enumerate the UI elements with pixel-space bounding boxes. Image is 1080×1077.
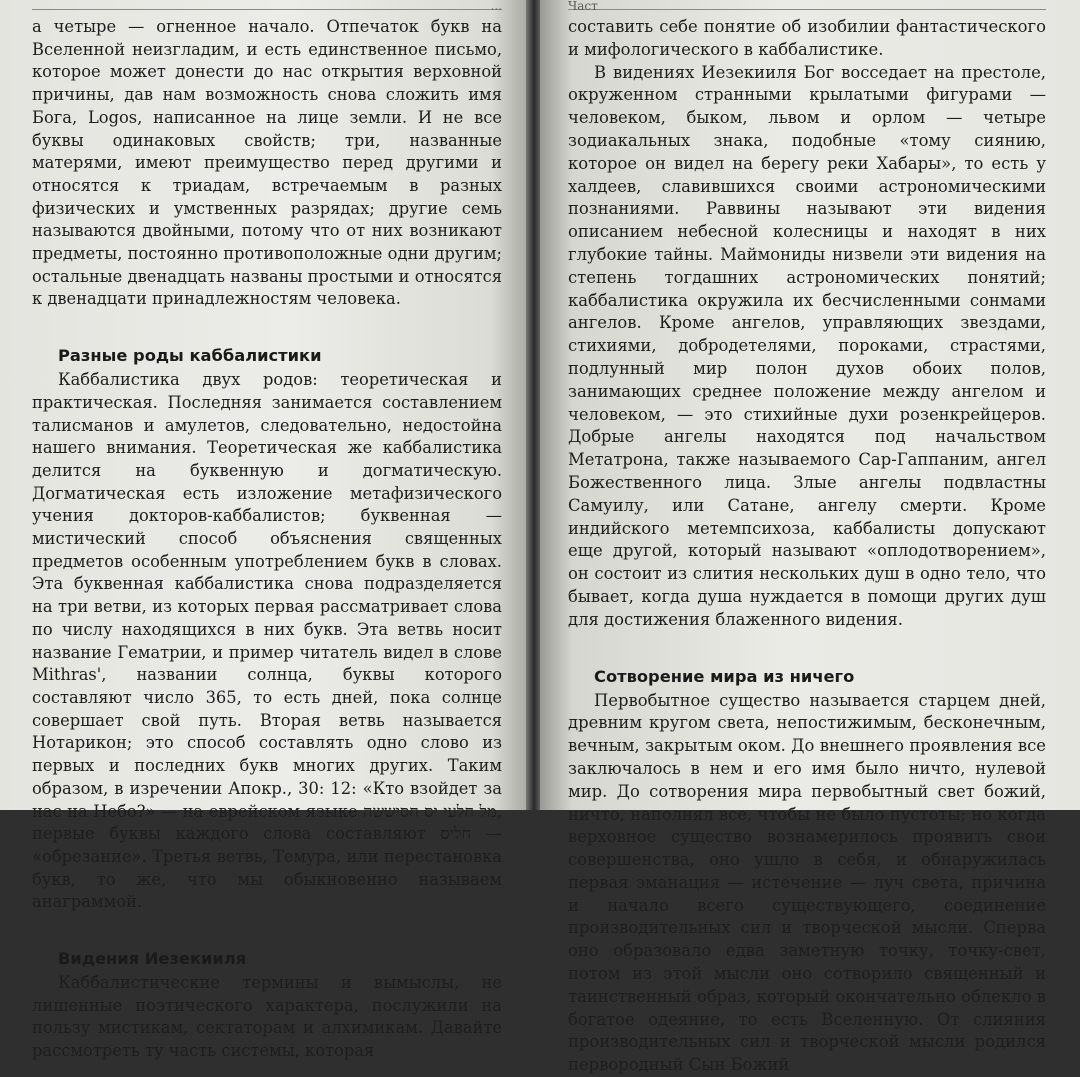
running-head-left: ... [32,0,502,10]
left-page [0,0,528,1061]
section-heading-ezekiel-visions: Видения Иезекииля [58,949,247,969]
section-heading-creation-from-nothing: Сотворение мира из ничего [594,666,855,686]
right-page [540,0,1080,1075]
running-head-right: Част [568,0,1046,10]
right-paragraph-creation: Первобытное существо называется старцем дней, древним кругом света, непостижимым, бесконечным, вечным, закрытым оком. До внешнего проявления все заключалось в нем и его имя было ничто, нулевой мир. До сотворения мира первобытный свет божий, ничто, наполнял все, чтобы не было пустоты; но когда верховное существо вознамерилось проявить свои совершенства, оно ушло в себя, и обнаружилась первая эманация — истечение — луч света, причина и начало всего существующего, соединение производительных сил и творческой мысли. Сперва оно образовало едва заметную точку, точку-свет, потом из этой мысли оно сотворило священный и таинственный образ, который окончательно облекло в богатое одеяние, то есть Вселенную. От слияния производительных сил и творческой мысли родился первородный Сын Божий [568,690,1046,1075]
left-intro-paragraph: а четыре — огненное начало. Отпечаток букв на Вселенной неизгладим, и есть единственное письмо, которое может донести до нас открытия верховной причины, дав нам возможность снова сложить имя Бога, Logos, написанное на лице земли. И не все буквы одинаковых свойств; три, названные матерями, имеют преимущество перед другими и относятся к триадам, встречаемым в разных физических и умственных разрядах; другие семь называются двойными, потому что от них возникают предметы, постоянно противоположные одни другим; остальные двенадцать названы простыми и относятся к двенадцати принадлежностям человека. [32,17,502,309]
right-paragraph-visions: В видениях Иезекииля Бог восседает на престоле, окруженном странными крылатыми фигурами — человеком, быком, львом и орлом — четыре зодиакальных знака, подобные «тому сиянию, которое он видел на берегу реки Хабары», то есть у халдеев, славившихся своими астрономическими познаниями. Раввины называют эти видения описанием небесной колесницы и находят в них глубокие тайны. Маймониды низвели эти видения на степень тогдашних астрономических понятий; каббалистика окружила их бесчисленными сонмами ангелов. Кроме ангелов, управляющих звездами, стихиями, добродетелями, пороками, страстями, подлунный мир полон духов обоих полов, занимающих среднее положение между ангелом и человеком, — это стихийные духи розенкрейцеров. Добрые ангелы находятся под начальством Метатрона, также называемого Сар-Гаппаним, ангел Божественного лица. Злые ангелы подвластны Самуилу, или Сатане, ангелу смерти. Кроме индийского метемпсихоза, каббалисты допускают еще другой, который называют «оплодотворением», он состоит из слития нескольких душ в одно тело, что бывает, когда душа нуждается в помощи других душ для достижения блаженного видения. [568,62,1046,629]
left-paragraph-kinds: Каббалистика двух родов: теоретическая и практическая. Последняя занимается составлением талисманов и амулетов, следовательно, недостойна нашего внимания. Теоретическая же каббалистика делится на буквенную и догматическую. Догматическая есть изложение метафизического учения докторов-каббалистов; буквенная — мистический способ объяснения священных предметов особенным употреблением букв в словах. Эта буквенная каббалистика снова подразделяется на три ветви, из которых первая рассматривает слова по числу находящихся в них букв. Эта ветвь носит название Гематрии, и пример читатель видел в слове Mithras', названии солнца, буквы которого составляют число 365, то есть дней, пока солнце совершает свой путь. Вторая ветвь называется Нотарикон; это способ составлять одно слово из первых и последних букв многих других. Таким образом, в изречении Апокр., 30: 12: «Кто взойдет за нас на Небо?» — на еврейском языке מל חלעי יס חסיששה, первые буквы каждого слова составляют חליס — «обрезание». Третья ветвь, Темура, или перестановка букв, то же, что мы обыкновенно называем анаграммой. [32,370,502,912]
left-paragraph-ezekiel: Каббалистические термины и вымыслы, не лишенные поэтического характера, послужили на пользу мистикам, сектаторам и алхимикам. Давайте рассмотреть ту часть системы, которая [32,973,502,1061]
section-heading-kinds-of-kabbalah: Разные роды каббалистики [58,346,322,366]
right-intro-paragraph: составить себе понятие об изобилии фантастического и мифологического в каббалистике. [568,17,1046,59]
